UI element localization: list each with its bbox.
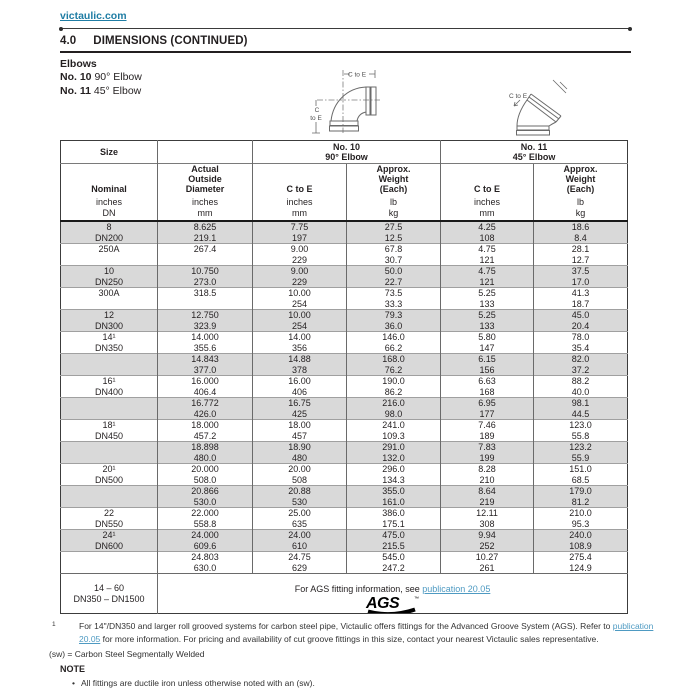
table-cell: 475.0 215.5 xyxy=(347,530,441,552)
table-cell: 20.00 508 xyxy=(253,464,347,486)
table-cell: 20.866 530.0 xyxy=(158,486,253,508)
table-cell: 318.5 xyxy=(158,288,253,310)
table-cell: 4.75 121 xyxy=(441,266,534,288)
table-cell: 14.843 377.0 xyxy=(158,354,253,376)
table-cell: 10.00 254 xyxy=(253,288,347,310)
table-cell: 20¹ DN500 xyxy=(61,464,158,486)
column-header: Approx. Weight (Each) lb kg xyxy=(534,164,628,222)
ags-row xyxy=(61,574,628,614)
table-cell: 12 DN300 xyxy=(61,310,158,332)
table-cell: 296.0 134.3 xyxy=(347,464,441,486)
ags-logo-icon xyxy=(158,594,627,612)
table-cell: 41.3 18.7 xyxy=(534,288,628,310)
column-header: Approx. Weight (Each) lb kg xyxy=(347,164,441,222)
table-cell: 45.0 20.4 xyxy=(534,310,628,332)
table-cell xyxy=(61,354,158,376)
table-cell: 9.94 252 xyxy=(441,530,534,552)
header-rule xyxy=(60,28,631,29)
table-group-header-row xyxy=(61,141,628,164)
svg-text:™: ™ xyxy=(413,596,419,602)
table-cell: 82.0 37.2 xyxy=(534,354,628,376)
table-cell: 123.2 55.9 xyxy=(534,442,628,464)
table-cell: 18.90 480 xyxy=(253,442,347,464)
table-cell: 8.625 219.1 xyxy=(158,221,253,244)
table-cell: 355.0 161.0 xyxy=(347,486,441,508)
table-row xyxy=(61,221,628,244)
table-cell: 16.772 426.0 xyxy=(158,398,253,420)
table-cell: 67.8 30.7 xyxy=(347,244,441,266)
table-cell: 291.0 132.0 xyxy=(347,442,441,464)
sw-definition: (sw) = Carbon Steel Segmentally Welded xyxy=(49,649,205,659)
table-cell: 24¹ DN600 xyxy=(61,530,158,552)
table-row xyxy=(61,508,628,530)
table-cell: 22.000 558.8 xyxy=(158,508,253,530)
table-cell: 7.46 189 xyxy=(441,420,534,442)
table-cell xyxy=(61,486,158,508)
column-header: C to E inches mm xyxy=(253,164,347,222)
table-cell: 6.63 168 xyxy=(441,376,534,398)
table-cell: 78.0 35.4 xyxy=(534,332,628,354)
site-link[interactable]: victaulic.com xyxy=(60,10,127,22)
table-row xyxy=(61,332,628,354)
svg-text:C to E: C to E xyxy=(508,93,528,100)
note-title: NOTE xyxy=(60,664,86,674)
ags-info-text: For AGS fitting information, see xyxy=(294,583,423,594)
table-cell: 20.000 508.0 xyxy=(158,464,253,486)
table-cell: 275.4 124.9 xyxy=(534,552,628,574)
table-cell: 14.88 378 xyxy=(253,354,347,376)
table-row xyxy=(61,464,628,486)
table-cell: 98.1 44.5 xyxy=(534,398,628,420)
column-header: Nominal inches DN xyxy=(61,164,158,222)
table-cell: 24.00 610 xyxy=(253,530,347,552)
note-bullet-item: • All fittings are ductile iron unless otherwise noted with an (sw). xyxy=(72,678,315,688)
product-no10 xyxy=(60,71,142,83)
table-cell: 12.750 323.9 xyxy=(158,310,253,332)
table-cell: 179.0 81.2 xyxy=(534,486,628,508)
no11-group-header: No. 11 45° Elbow xyxy=(441,141,628,164)
table-cell: 24.000 609.6 xyxy=(158,530,253,552)
table-row xyxy=(61,244,628,266)
table-cell: 123.0 55.8 xyxy=(534,420,628,442)
elbow90-dim-top-label: C to E xyxy=(347,71,367,79)
table-cell: 37.5 17.0 xyxy=(534,266,628,288)
table-cell: 10 DN250 xyxy=(61,266,158,288)
section-title: DIMENSIONS (CONTINUED) xyxy=(93,35,248,47)
table-cell: 210.0 95.3 xyxy=(534,508,628,530)
table-cell: 24.75 629 xyxy=(253,552,347,574)
table-cell: 216.0 98.0 xyxy=(347,398,441,420)
product-no10-number: No. 10 xyxy=(60,71,92,83)
product-no11-desc: 45° Elbow xyxy=(93,85,142,97)
table-cell: 18.898 480.0 xyxy=(158,442,253,464)
footnote-1 xyxy=(52,620,669,646)
table-cell: 545.0 247.2 xyxy=(347,552,441,574)
table-cell: 190.0 86.2 xyxy=(347,376,441,398)
table-cell: 9.00 229 xyxy=(253,266,347,288)
table-cell: 7.83 199 xyxy=(441,442,534,464)
no10-group-header: No. 10 90° Elbow xyxy=(253,141,441,164)
table-cell: 8.64 219 xyxy=(441,486,534,508)
table-row xyxy=(61,376,628,398)
footnote-text: For 14"/DN350 and larger roll grooved systems for carbon steel pipe, Victaulic offers fittings for the Advanced Groove System (AGS). Refer to publication 20.05 for more information. For pricing and availability of cut groove fittings in this size, contact your nearest Victaulic sales representative. xyxy=(79,621,654,644)
svg-text:C: C xyxy=(314,107,320,114)
table-cell: 10.00 254 xyxy=(253,310,347,332)
table-cell: 12.11 308 xyxy=(441,508,534,530)
table-row xyxy=(61,288,628,310)
table-row xyxy=(61,398,628,420)
footnote-publication-link[interactable]: publication 20.05 xyxy=(79,621,654,644)
table-cell: 8.28 210 xyxy=(441,464,534,486)
table-cell: 146.0 66.2 xyxy=(347,332,441,354)
table-cell: 24.803 630.0 xyxy=(158,552,253,574)
table-cell: 73.5 33.3 xyxy=(347,288,441,310)
table-cell: 18.000 457.2 xyxy=(158,420,253,442)
product-no11-number: No. 11 xyxy=(60,85,91,97)
table-cell: 28.1 12.7 xyxy=(534,244,628,266)
table-cell: 14¹ DN350 xyxy=(61,332,158,354)
table-cell: 5.25 133 xyxy=(441,310,534,332)
table-cell: 4.25 108 xyxy=(441,221,534,244)
column-header: Actual Outside Diameter inches mm xyxy=(158,164,253,222)
table-cell: 9.00 229 xyxy=(253,244,347,266)
table-cell: 240.0 108.9 xyxy=(534,530,628,552)
table-cell: 27.5 12.5 xyxy=(347,221,441,244)
table-cell: 16¹ DN400 xyxy=(61,376,158,398)
table-cell: 6.15 156 xyxy=(441,354,534,376)
table-cell: 4.75 121 xyxy=(441,244,534,266)
table-cell: 386.0 175.1 xyxy=(347,508,441,530)
empty-group-header xyxy=(158,141,253,164)
table-cell: 50.0 22.7 xyxy=(347,266,441,288)
table-row xyxy=(61,420,628,442)
table-row xyxy=(61,266,628,288)
table-cell xyxy=(61,552,158,574)
table-cell: 250A xyxy=(61,244,158,266)
footnote-marker: 1 xyxy=(52,621,56,628)
table-cell: 88.2 40.0 xyxy=(534,376,628,398)
table-cell: 168.0 76.2 xyxy=(347,354,441,376)
table-cell: 151.0 68.5 xyxy=(534,464,628,486)
table-row xyxy=(61,442,628,464)
bullet-icon: • xyxy=(72,678,75,688)
table-row xyxy=(61,310,628,332)
table-cell: 18¹ DN450 xyxy=(61,420,158,442)
table-cell: 10.750 273.0 xyxy=(158,266,253,288)
table-cell: 14.000 355.6 xyxy=(158,332,253,354)
elbow-90-drawing-icon xyxy=(303,62,433,140)
table-cell: 10.27 261 xyxy=(441,552,534,574)
table-cell: 18.6 8.4 xyxy=(534,221,628,244)
ags-size-cell: 14 – 60 DN350 – DN1500 xyxy=(61,574,158,614)
column-header: C to E inches mm xyxy=(441,164,534,222)
ags-info-cell xyxy=(158,574,628,614)
section-heading xyxy=(60,35,248,47)
size-group-header: Size xyxy=(99,146,118,157)
subsection-title: Elbows xyxy=(60,58,97,70)
table-cell: 5.80 147 xyxy=(441,332,534,354)
table-cell: 16.000 406.4 xyxy=(158,376,253,398)
table-cell: 18.00 457 xyxy=(253,420,347,442)
svg-text:AGS: AGS xyxy=(365,595,399,612)
table-row xyxy=(61,354,628,376)
table-cell xyxy=(61,442,158,464)
table-cell: 7.75 197 xyxy=(253,221,347,244)
table-cell: 16.75 425 xyxy=(253,398,347,420)
svg-text:to E: to E xyxy=(310,115,322,122)
table-row xyxy=(61,530,628,552)
table-subheader-row xyxy=(61,164,628,222)
product-no11 xyxy=(60,85,141,97)
table-row xyxy=(61,552,628,574)
table-cell: 267.4 xyxy=(158,244,253,266)
table-cell: 20.88 530 xyxy=(253,486,347,508)
table-cell: 25.00 635 xyxy=(253,508,347,530)
elbow-45-drawing-icon xyxy=(468,72,578,140)
table-cell: 6.95 177 xyxy=(441,398,534,420)
table-cell xyxy=(61,398,158,420)
table-row xyxy=(61,486,628,508)
table-body xyxy=(61,221,628,574)
table-cell: 5.25 133 xyxy=(441,288,534,310)
table-cell: 16.00 406 xyxy=(253,376,347,398)
table-cell: 22 DN550 xyxy=(61,508,158,530)
ags-publication-link[interactable]: publication 20.05 xyxy=(422,583,491,594)
product-no10-desc: 90° Elbow xyxy=(94,71,142,83)
table-cell: 14.00 356 xyxy=(253,332,347,354)
section-number: 4.0 xyxy=(60,35,77,47)
table-cell: 8 DN200 xyxy=(61,221,158,244)
table-cell: 300A xyxy=(61,288,158,310)
table-cell: 241.0 109.3 xyxy=(347,420,441,442)
table-cell: 79.3 36.0 xyxy=(347,310,441,332)
dimensions-table xyxy=(60,140,628,614)
section-rule xyxy=(60,51,631,53)
